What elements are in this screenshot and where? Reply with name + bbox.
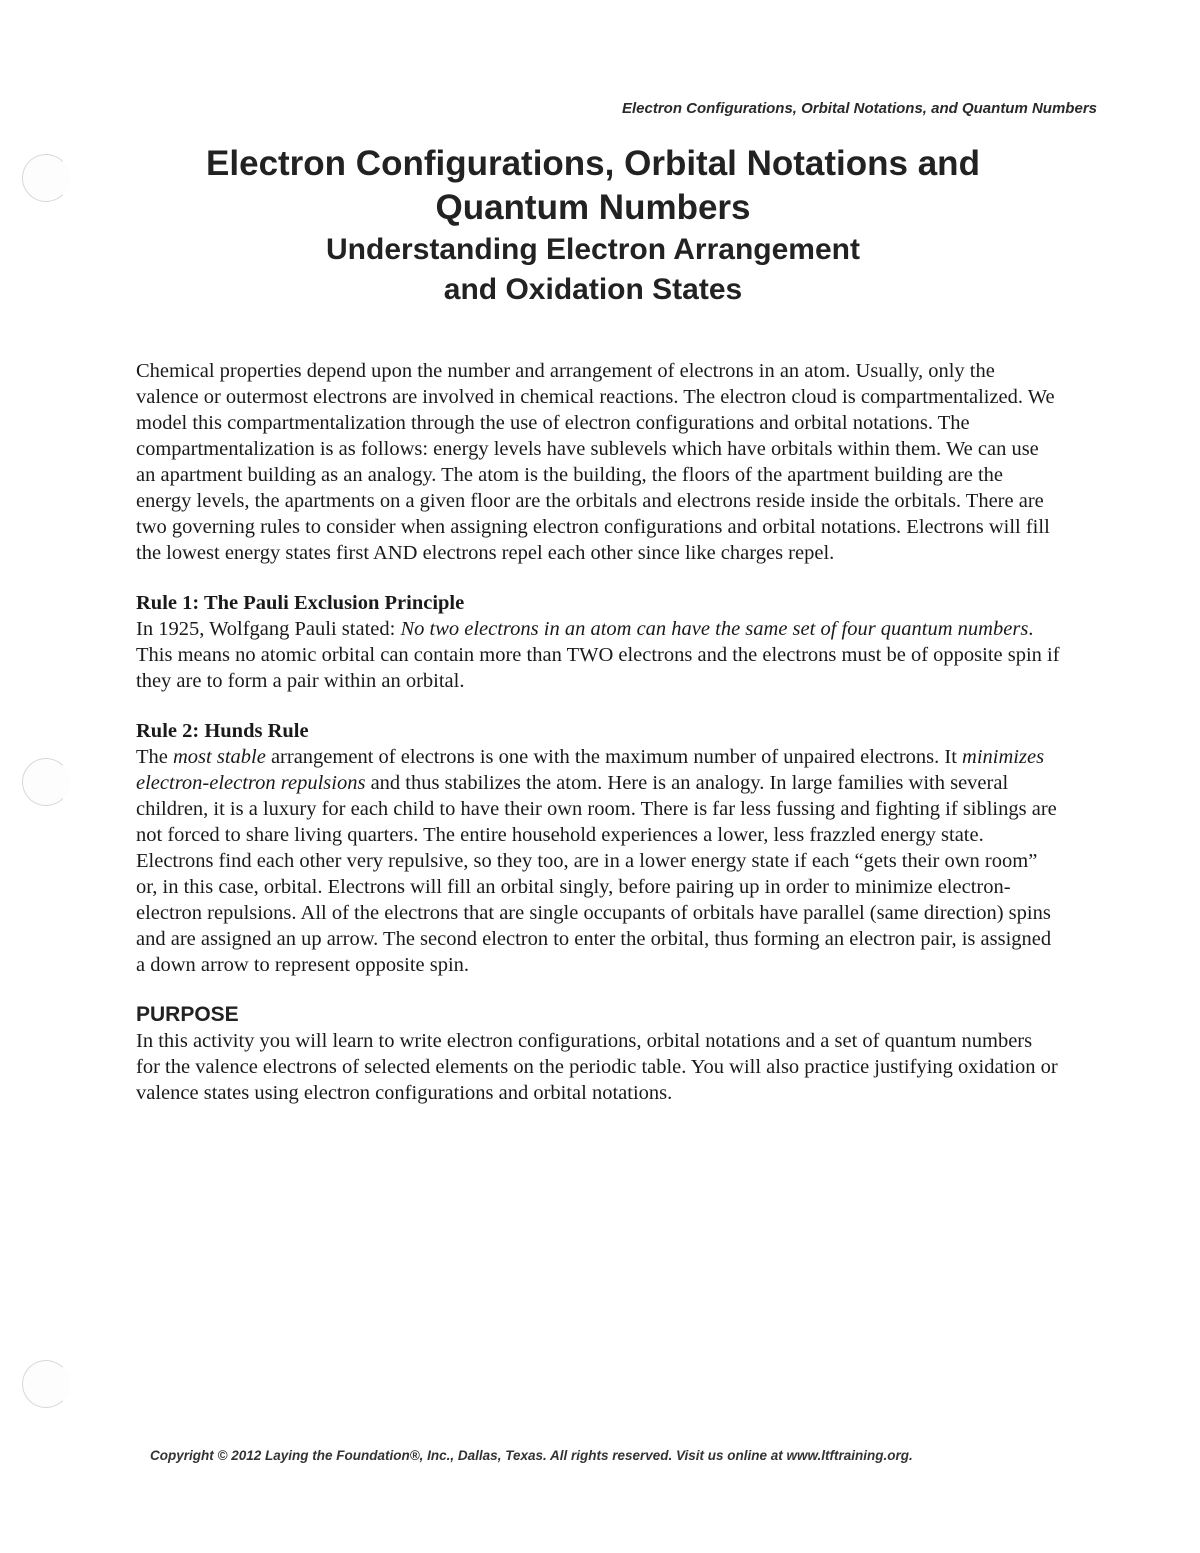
rule-2-heading: Rule 2: Hunds Rule (136, 720, 309, 742)
running-head: Electron Configurations, Orbital Notations, and Quantum Numbers (621, 100, 1097, 117)
rule-2-text-a: The (136, 746, 173, 768)
document-body (136, 358, 1061, 1106)
rule-1-text-before: In 1925, Wolfgang Pauli stated: (136, 618, 401, 640)
rule-2-emphasis-2: minimizes electron-electron repulsions (136, 746, 1045, 794)
page-title-line-1: Electron Configurations, Orbital Notations and (206, 144, 980, 183)
rule-2-text-c: and thus stabilizes the atom. Here is an analogy. In large families with several children, it is a luxury for each child to have their own room. There is far less fussing and fighting if siblings are not forced to share living quarters. The entire household experiences a lower, less frazzled energy state. Electrons find each other very repulsive, so they too, are in a lower energy state if each “gets their own room” or, in this case, orbital. Electrons will fill an orbital singly, before pairing up in order to minimize electron-electron repulsions. All of the electrons that are single occupants of orbitals have parallel (same direction) spins and are assigned an up arrow. The second electron to enter the orbital, thus forming an electron pair, is assigned a down arrow to represent opposite spin. (136, 772, 1057, 976)
punch-hole-bottom (22, 1360, 70, 1408)
copyright-footer: Copyright © 2012 Laying the Foundation®, Inc., Dallas, Texas. All rights reserved. Visit us online at www.ltftraining.org. (150, 1448, 913, 1463)
rule-2-paragraph (136, 744, 1061, 978)
page-subtitle-line-2: and Oxidation States (443, 273, 743, 306)
page-subtitle-line-1: Understanding Electron Arrangement (326, 233, 860, 266)
rule-1-section (136, 590, 1061, 694)
intro-paragraph: Chemical properties depend upon the number and arrangement of electrons in an atom. Usually, only the valence or outermost electrons are involved in chemical reactions. The electron cloud is compartmentalized. We model this compartmentalization through the use of electron configurations and orbital notations. The compartmentalization is as follows: energy levels have sublevels which have orbitals within them. We can use an apartment building as an analogy. The atom is the building, the floors of the apartment building are the energy levels, the apartments on a given floor are the orbitals and electrons reside inside the orbitals. There are two governing rules to consider when assigning electron configurations and orbital notations. Electrons will fill the lowest energy states first AND electrons repel each other since like charges repel. (136, 360, 1055, 564)
purpose-section (136, 1002, 1061, 1106)
rule-1-paragraph (136, 616, 1061, 694)
punch-hole-middle (22, 758, 70, 806)
punch-hole-top (22, 154, 70, 202)
purpose-paragraph: In this activity you will learn to write electron configurations, orbital notations and a set of quantum numbers for the valence electrons of selected elements on the periodic table. You will also practice justifying oxidation or valence states using electron configurations and orbital notations. (136, 1030, 1058, 1104)
rule-2-emphasis-1: most stable (173, 746, 266, 768)
purpose-heading: PURPOSE (136, 1003, 239, 1026)
rule-1-text-after: . This means no atomic orbital can contain more than TWO electrons and the electrons must be of opposite spin if they are to form a pair within an orbital. (136, 618, 1060, 692)
rule-2-text-b: arrangement of electrons is one with the maximum number of unpaired electrons. It (265, 746, 963, 768)
rule-1-heading: Rule 1: The Pauli Exclusion Principle (136, 592, 465, 614)
title-block (88, 142, 1098, 310)
rule-1-quote: No two electrons in an atom can have the same set of four quantum numbers (400, 618, 1029, 640)
page-title-line-2: Quantum Numbers (435, 188, 751, 227)
rule-2-section (136, 718, 1061, 978)
